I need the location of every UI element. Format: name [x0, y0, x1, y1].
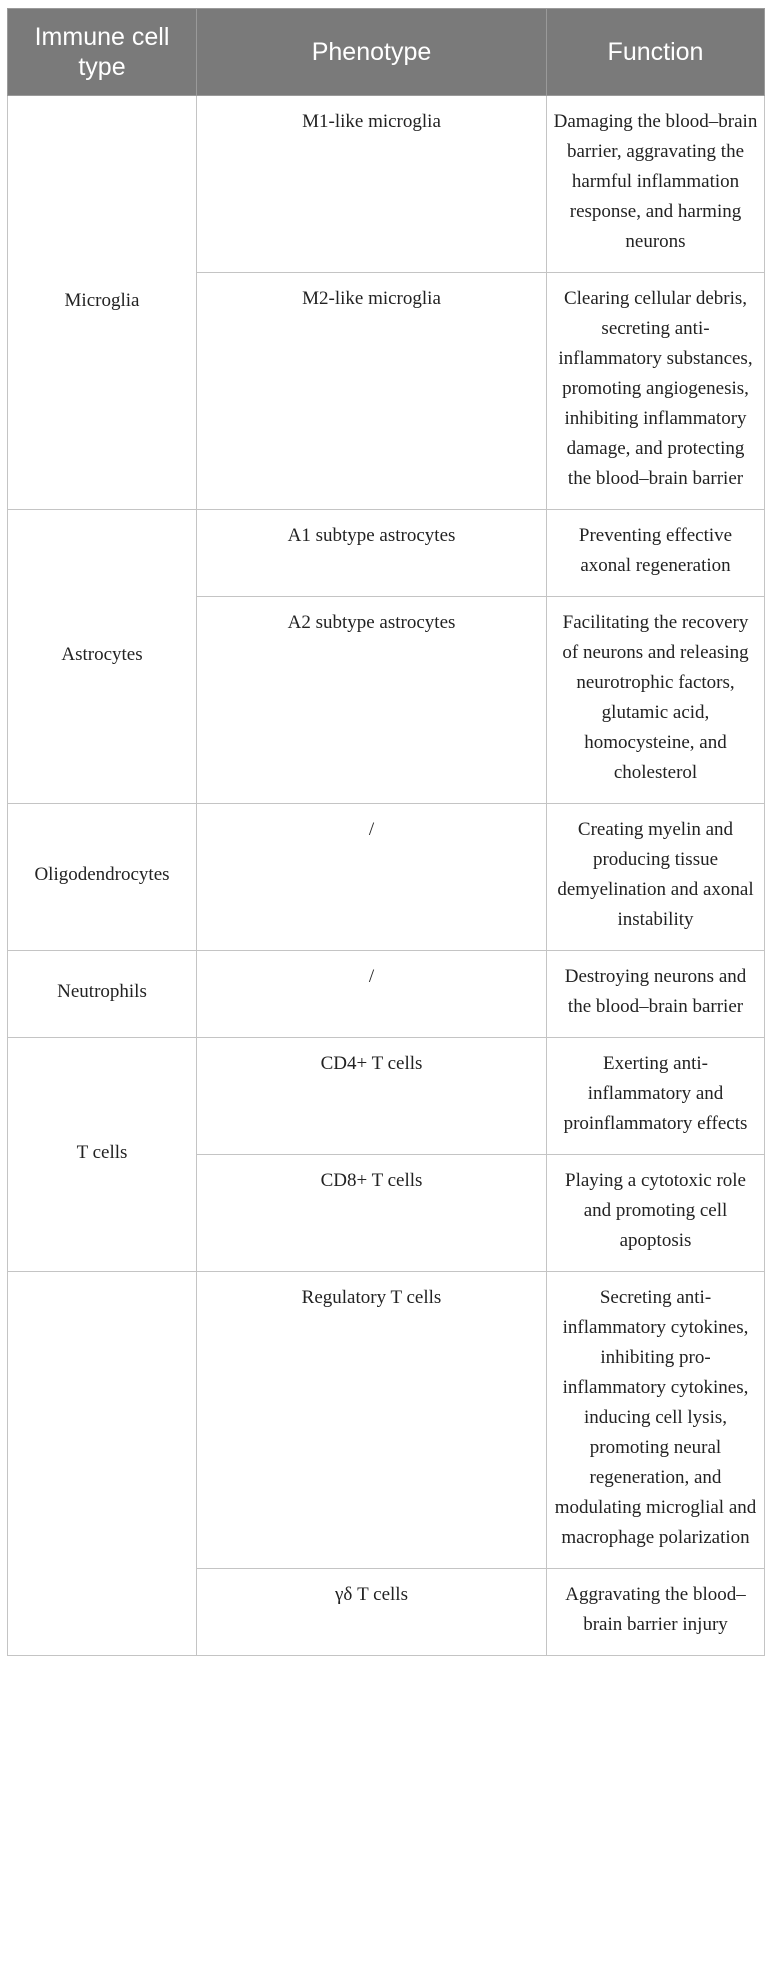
cell-function: Aggravating the blood–brain barrier injury [547, 1569, 765, 1656]
cell-function: Facilitating the recovery of neurons and releasing neurotrophic factors, glutamic acid, homocysteine, and cholesterol [547, 597, 765, 804]
cell-immune-type: Neutrophils [8, 951, 197, 1038]
table-row [8, 804, 765, 951]
immune-cell-table-container [7, 8, 764, 1656]
table-row [8, 1038, 765, 1155]
cell-immune-type: Microglia [8, 96, 197, 510]
cell-phenotype: A2 subtype astrocytes [197, 597, 547, 804]
table-row [8, 96, 765, 273]
cell-function: Exerting anti-inflammatory and proinflammatory effects [547, 1038, 765, 1155]
cell-function: Damaging the blood–brain barrier, aggravating the harmful inflammation response, and harming neurons [547, 96, 765, 273]
cell-phenotype: M2-like microglia [197, 273, 547, 510]
header-row [8, 9, 765, 96]
cell-phenotype: γδ T cells [197, 1569, 547, 1656]
table-row [8, 1272, 765, 1569]
table-body [8, 96, 765, 1656]
cell-phenotype: A1 subtype astrocytes [197, 510, 547, 597]
cell-function: Destroying neurons and the blood–brain barrier [547, 951, 765, 1038]
cell-phenotype: CD8+ T cells [197, 1155, 547, 1272]
cell-immune-type: Oligodendrocytes [8, 804, 197, 951]
cell-phenotype: Regulatory T cells [197, 1272, 547, 1569]
cell-function: Clearing cellular debris, secreting anti-inflammatory substances, promoting angiogenesis, inhibiting inflammatory damage, and protecting the blood–brain barrier [547, 273, 765, 510]
cell-function: Secreting anti-inflammatory cytokines, inhibiting pro-inflammatory cytokines, inducing cell lysis, promoting neural regeneration, and modulating microglial and macrophage polarization [547, 1272, 765, 1569]
cell-function: Creating myelin and producing tissue demyelination and axonal instability [547, 804, 765, 951]
cell-immune-type: T cells [8, 1038, 197, 1272]
header-immune-cell-type: Immune cell type [8, 9, 197, 96]
cell-function: Preventing effective axonal regeneration [547, 510, 765, 597]
cell-phenotype: M1-like microglia [197, 96, 547, 273]
cell-function: Playing a cytotoxic role and promoting cell apoptosis [547, 1155, 765, 1272]
table-row [8, 951, 765, 1038]
table-row [8, 510, 765, 597]
header-phenotype: Phenotype [197, 9, 547, 96]
header-function: Function [547, 9, 765, 96]
table-header [8, 9, 765, 96]
cell-phenotype: / [197, 804, 547, 951]
immune-cell-table [7, 8, 765, 1656]
cell-phenotype: / [197, 951, 547, 1038]
cell-immune-type [8, 1272, 197, 1656]
cell-immune-type: Astrocytes [8, 510, 197, 804]
cell-phenotype: CD4+ T cells [197, 1038, 547, 1155]
